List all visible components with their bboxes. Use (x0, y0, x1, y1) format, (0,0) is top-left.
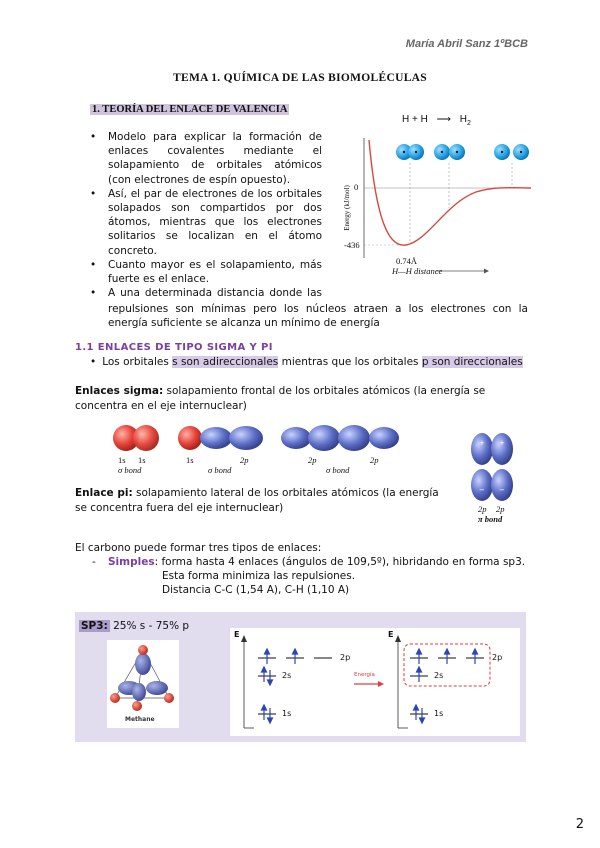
level-1s-left: 1s (282, 709, 292, 718)
sp3-box (75, 612, 526, 742)
energy-diagram (336, 108, 536, 283)
pi-bond-label: π bond (478, 514, 503, 524)
pi-bond-icon (468, 432, 518, 504)
reaction-arrow-icon: ⟶ (436, 114, 451, 125)
section-heading-valence: 1. TEORÍA DEL ENLACE DE VALENCIA (92, 104, 288, 115)
energy-curve-chart (336, 108, 536, 283)
simples-line (108, 556, 525, 568)
sp3-text: 25% s - 75% p (109, 620, 190, 632)
orbital-diagram (230, 628, 520, 736)
simples-label: Simples (108, 556, 155, 568)
y-axis-label: Energy (kJ/mol) (343, 185, 351, 231)
sigma-bond-label-2: σ bond (208, 465, 232, 475)
bullet-item: • Modelo para explicar la formación de enlaces covalentes mediante el solapamiento de orbitales atómicos (con electrones de espín opuesto). (90, 130, 322, 187)
reaction-product: H (459, 114, 467, 125)
pi-text: solapamiento lateral de los orbitales atómicos (la energía se concentra fuera del eje internuclear) (75, 487, 439, 514)
bullet-item: • Así, el par de electrones de los orbitales solapados son compartidos por dos átomos, mientras que los electrones solitarios se localizan en el átomo concreto. (90, 187, 322, 258)
page-title: TEMA 1. QUÍMICA DE LAS BIOMOLÉCULAS (173, 72, 427, 84)
approaching-atoms-icon (434, 144, 465, 160)
pi-label: Enlace pi: (75, 487, 133, 499)
svg-text:+: + (479, 439, 485, 447)
pi-label-2p-right: 2p (496, 504, 505, 514)
section-heading-sigma-pi: 1.1 ENLACES DE TIPO SIGMA Y PI (75, 342, 273, 353)
x-min-label: 0.74Å (396, 256, 418, 266)
sigma-bond-label-1: σ bond (118, 465, 142, 475)
simples-text: : forma hasta 4 enlaces (ángulos de 109,5º), hibridando en forma sp3. (154, 556, 526, 568)
s-p-sigma-icon (178, 426, 263, 450)
y-min-label: -436 (344, 240, 360, 250)
valence-bullet-list (90, 130, 322, 300)
energy-axis-label-right: E (388, 630, 394, 639)
bullet-item: • Cuanto mayor es el solapamiento, más fuerte es el enlace. (90, 258, 322, 286)
orbitals-line (90, 356, 523, 368)
level-2s-left: 2s (282, 671, 292, 680)
sigma-paragraph (75, 384, 525, 413)
separate-atoms-icon (494, 144, 529, 160)
svg-text:−: − (479, 486, 485, 494)
sigma-bond-diagrams (112, 420, 412, 456)
s-s-sigma-icon (113, 425, 159, 451)
sp3-heading (79, 620, 189, 632)
level-2p-left: 2p (340, 653, 351, 662)
highlight-p-orbitals: p son direccionales (421, 356, 523, 368)
orbital-energy-levels (230, 628, 520, 736)
methane-molecule-icon (107, 640, 179, 720)
sigma-text: solapamiento frontal de los orbitales atómicos (la energía se concentra en el eje internuclear) (75, 385, 486, 412)
orbitals-prefix: Los orbitales (102, 356, 173, 368)
page-number: 2 (575, 817, 584, 832)
level-2p-right: 2p (492, 653, 503, 662)
sigma-label-1s-right: 1s (138, 455, 146, 465)
energy-axis-label-left: E (234, 630, 240, 639)
simples-line-2: Esta forma minimiza las repulsiones. (162, 570, 356, 582)
sp3-tag: SP3: (81, 620, 108, 632)
pi-paragraph (75, 486, 445, 515)
level-1s-right: 1s (434, 709, 444, 718)
highlight-s-orbitals: s son adireccionales (172, 356, 279, 368)
energy-arrow-label: Energía (354, 672, 375, 678)
pi-label-2p-left: 2p (478, 504, 487, 514)
svg-text:−: − (499, 486, 505, 494)
orbitals-bullet-icon: • (90, 356, 97, 368)
carbon-intro: El carbono puede formar tres tipos de enlaces: (75, 542, 322, 554)
bullet-item: • A una determinada distancia donde las (90, 286, 322, 300)
sigma-label-1s-sp: 1s (186, 455, 194, 465)
simples-line-3: Distancia C-C (1,54 A), C-H (1,10 A) (162, 584, 350, 596)
bullet-continuation: repulsiones son mínimas pero los núcleos atraen a los electrones con la energía suficiente se alcanza un mínimo de energía (108, 303, 528, 329)
sigma-label-1s-left: 1s (118, 455, 126, 465)
simples-dash: - (92, 556, 96, 568)
sigma-label-2p-sp: 2p (240, 455, 249, 465)
p-p-sigma-icon (281, 425, 399, 451)
sigma-label-2p-right: 2p (370, 455, 379, 465)
orbitals-mid: mientras que los orbitales (278, 356, 422, 368)
reaction-reactants: H + H (402, 114, 428, 125)
x-axis-label: H—H distance (392, 266, 443, 276)
svg-text:+: + (499, 439, 505, 447)
h2-molecule-icon (396, 144, 424, 160)
methane-label: Methane (125, 716, 155, 723)
level-2s-right: 2s (434, 671, 444, 680)
author-name: María Abril Sanz 1ºBCB (405, 38, 528, 50)
y-zero-label: 0 (354, 182, 359, 192)
reaction-product-subscript: 2 (466, 120, 471, 127)
sigma-bond-label-3: σ bond (326, 465, 350, 475)
sigma-label: Enlaces sigma: (75, 385, 164, 397)
sigma-label-2p-left: 2p (308, 455, 317, 465)
methane-model (107, 640, 179, 728)
